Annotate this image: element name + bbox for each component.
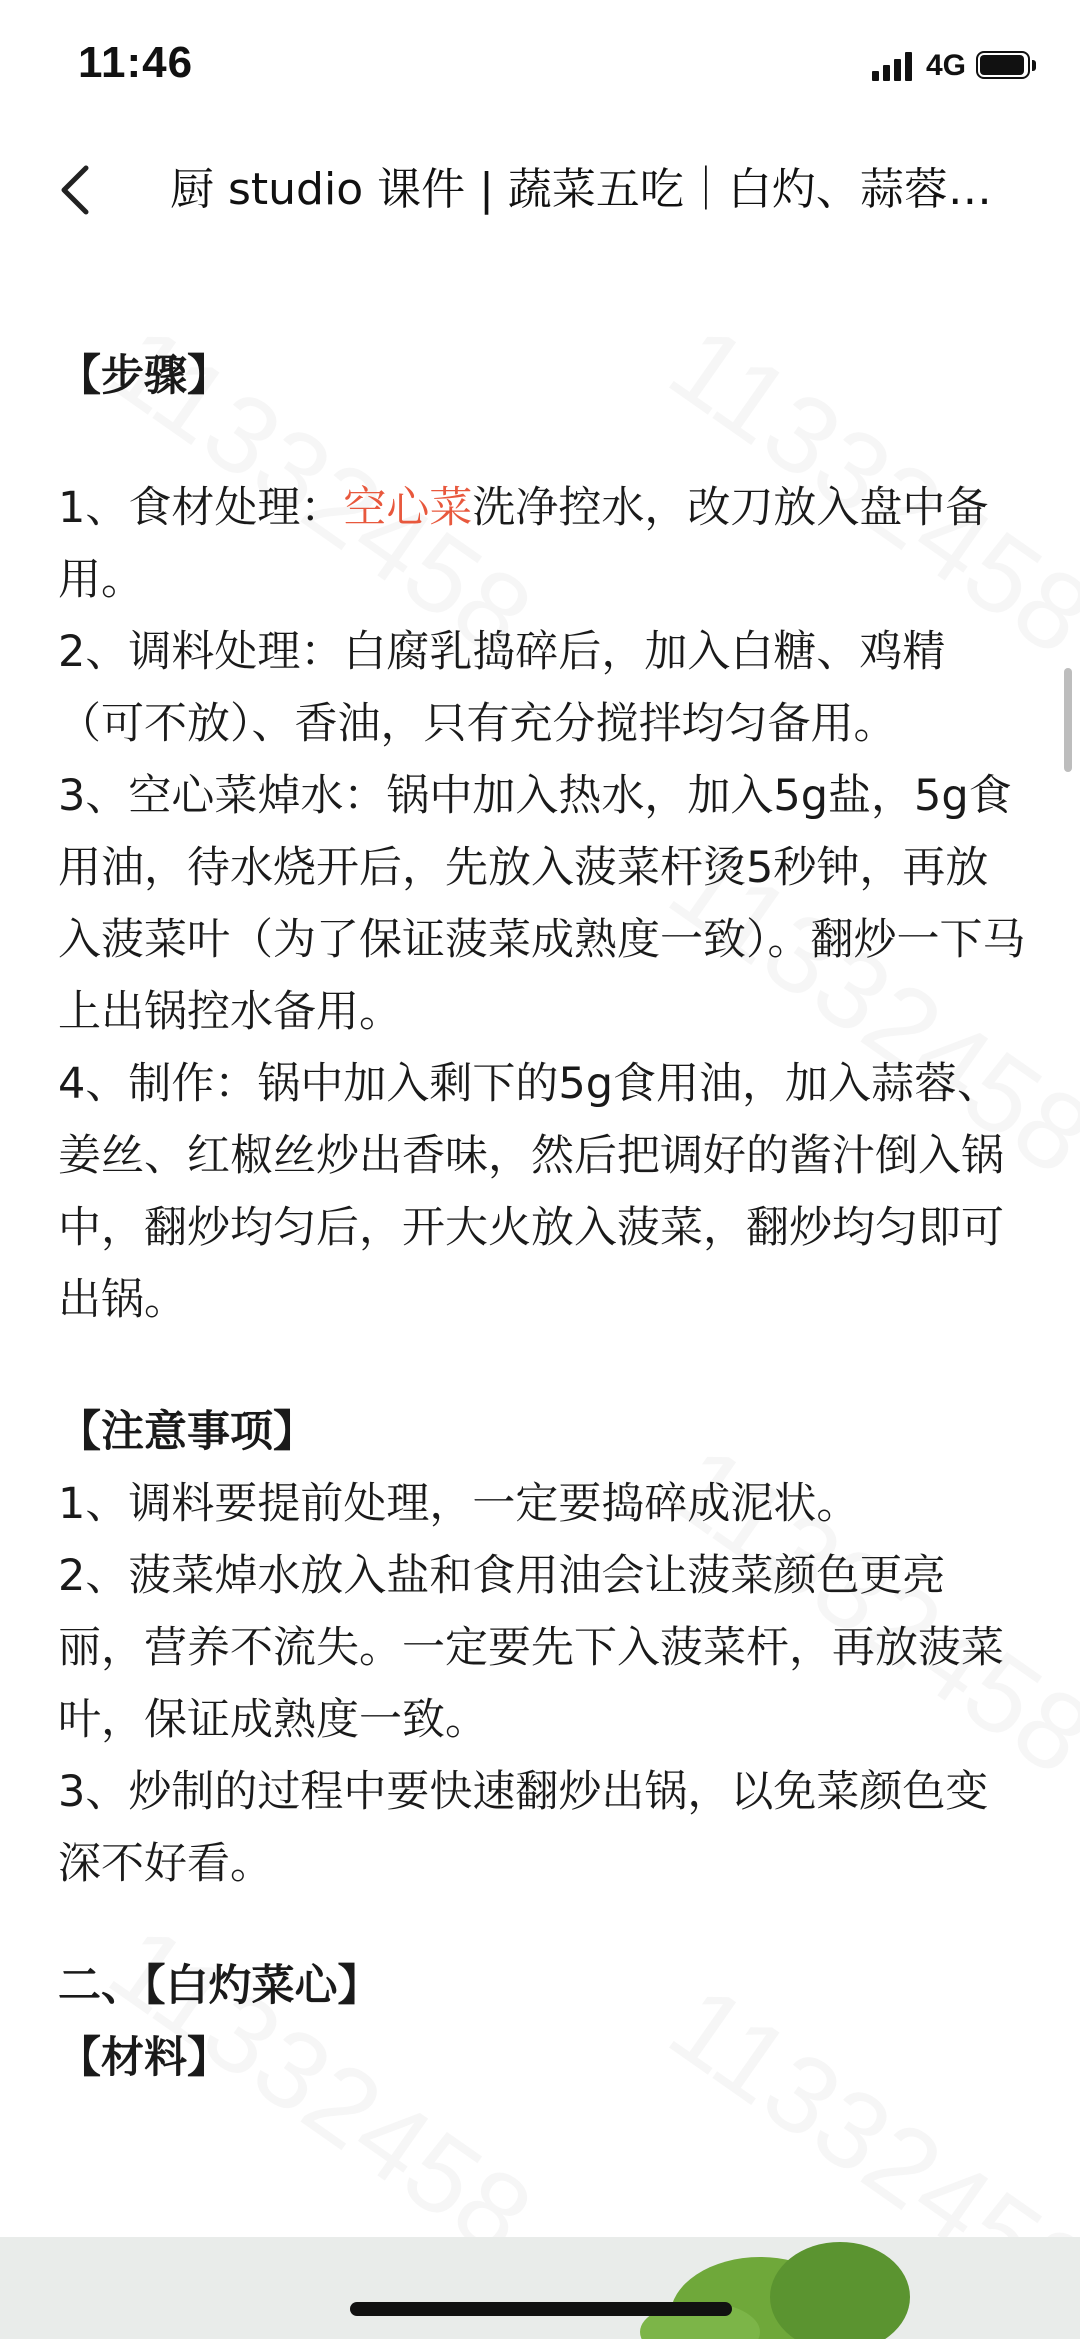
chevron-left-icon (40, 150, 120, 230)
battery-icon (976, 51, 1038, 81)
note-item: 1、调料要提前处理，一定要捣碎成泥状。 (58, 1479, 860, 1529)
step-item: 2、调料处理：白腐乳捣碎后，加入白糖、鸡精（可不放）、香油，只有充分搅拌均匀备用。 (58, 627, 946, 749)
nav-bar (0, 130, 1080, 250)
step-item: 3、空心菜焯水：锅中加入热水，加入5g盐，5g食用油，待水烧开后，先放入菠菜杆烫5秒钟，再放入菠菜叶（为了保证菠菜成熟度一致）。翻炒一下马上出锅控水备用。 (58, 771, 1026, 1037)
scrollbar[interactable] (1064, 668, 1072, 772)
section-two-heading: 二、【白灼菜心】 (58, 1961, 381, 2011)
step-item: 1、食材处理：空心菜洗净控水，改刀放入盘中备用。 (58, 483, 989, 605)
signal-icon (872, 51, 916, 81)
notes-heading: 【注意事项】 (58, 1407, 316, 1457)
status-indicators (872, 48, 1038, 84)
recipe-photo (0, 2237, 1080, 2339)
status-time: 11:46 (78, 38, 194, 87)
article-content (58, 340, 1028, 2094)
home-indicator[interactable] (350, 2302, 732, 2316)
note-item: 2、菠菜焯水放入盐和食用油会让菠菜颜色更亮丽，营养不流失。一定要先下入菠菜杆，再放菠菜叶，保证成熟度一致。 (58, 1551, 1004, 1745)
step-item: 4、制作：锅中加入剩下的5g食用油，加入蒜蓉、姜丝、红椒丝炒出香味，然后把调好的酱汁倒入锅中，翻炒均匀后，开大火放入菠菜，翻炒均匀即可出锅。 (58, 1059, 1004, 1325)
back-button[interactable] (40, 150, 120, 230)
network-label: 4G (925, 49, 966, 82)
materials-heading: 【材料】 (58, 2033, 230, 2083)
highlight-link[interactable]: 空心菜 (343, 483, 473, 533)
steps-heading: 【步骤】 (58, 351, 230, 401)
status-bar (0, 0, 1080, 130)
page-title: 厨 studio 课件 | 蔬菜五吃｜白灼、蒜蓉… (170, 164, 992, 215)
note-item: 3、炒制的过程中要快速翻炒出锅，以免菜颜色变深不好看。 (58, 1767, 989, 1889)
